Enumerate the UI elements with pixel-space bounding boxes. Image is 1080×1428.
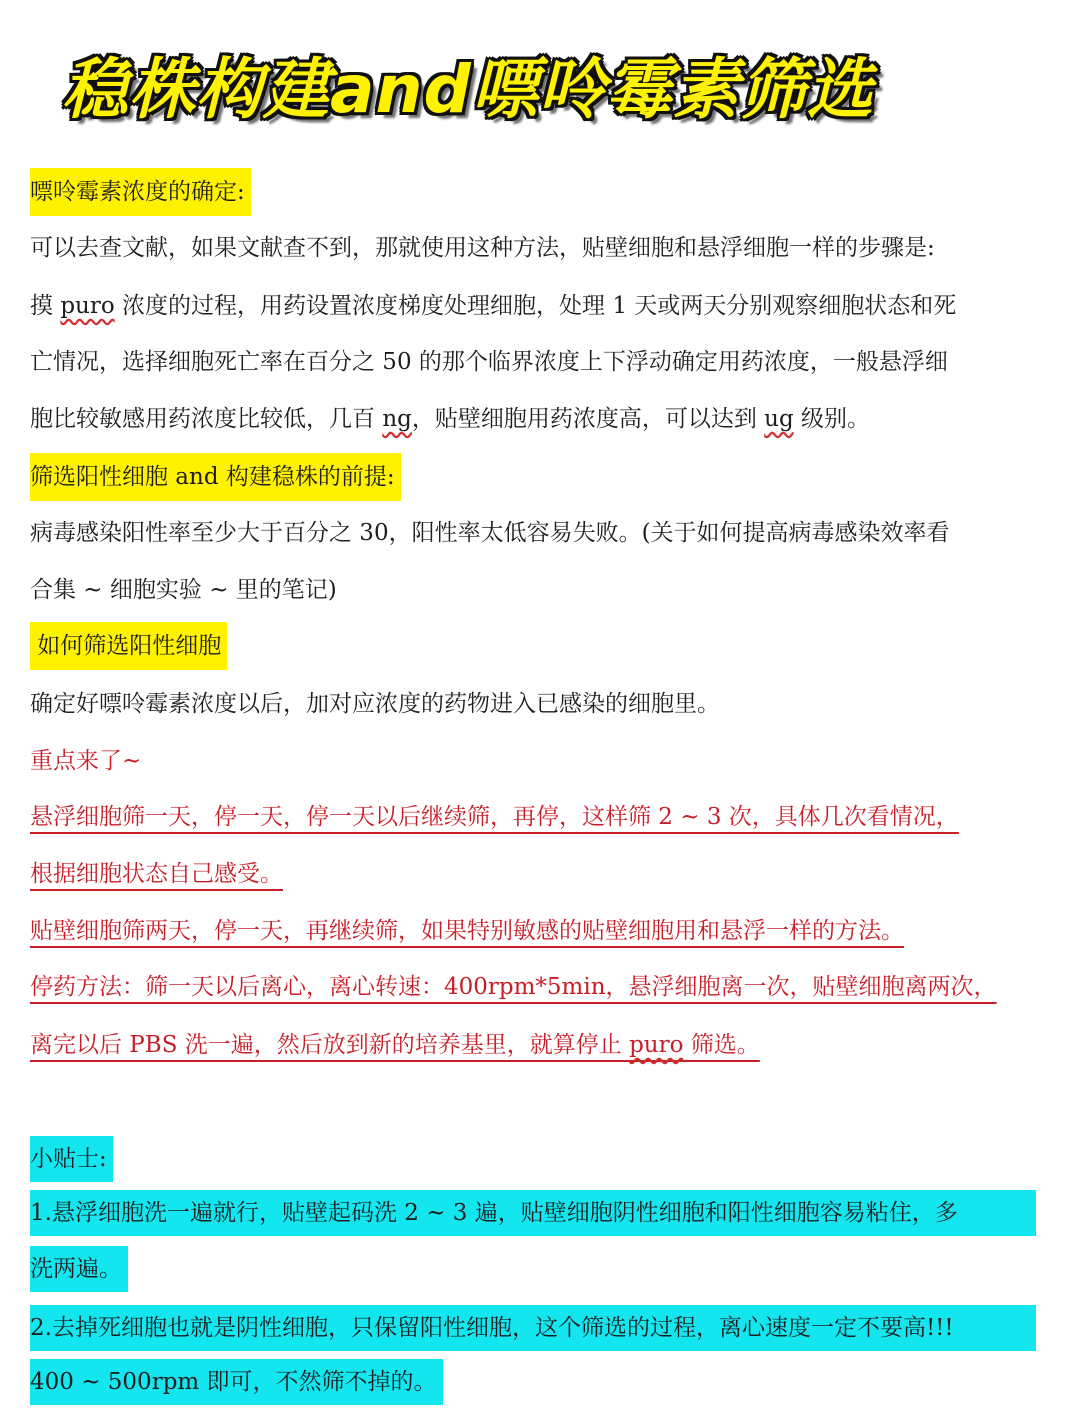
term-ng: ng (382, 406, 412, 432)
red-note-line: 贴壁细胞筛两天，停一天，再继续筛，如果特别敏感的贴壁细胞用和悬浮一样的方法。 (30, 918, 904, 944)
text-fragment: 级别。 (793, 406, 871, 432)
red-note-line: 悬浮细胞筛一天，停一天，停一天以后继续筛，再停，这样筛 2 ~ 3 次，具体几次看情况， (30, 804, 959, 830)
section-heading-concentration (30, 168, 251, 216)
heading-text: 小贴士: (30, 1146, 107, 1172)
paragraph-line: 病毒感染阳性率至少大于百分之 30，阳性率太低容易失败。(关于如何提高病毒感染效率看 (30, 520, 950, 546)
tip-text: 1.悬浮细胞洗一遍就行，贴壁起码洗 2 ~ 3 遍，贴壁细胞阴性细胞和阳性细胞容易粘住，多 (30, 1200, 958, 1226)
heading-text: 筛选阳性细胞 and 构建稳株的前提: (30, 464, 395, 490)
paragraph-line (30, 399, 870, 439)
tip-line (30, 1190, 1036, 1236)
text-fragment: ，贴壁细胞用药浓度高，可以达到 (411, 406, 765, 432)
paragraph-line: 合集 ~ 细胞实验 ~ 里的笔记) (30, 577, 337, 603)
text-fragment: 浓度的过程，用药设置浓度梯度处理细胞，处理 1 天或两天分别观察细胞状态和死 (114, 293, 957, 319)
paragraph-line (30, 286, 956, 326)
text-fragment: 胞比较敏感用药浓度比较低，几百 (30, 406, 383, 432)
key-point-label: 重点来了~ (30, 748, 142, 774)
page-title: 稳株构建and嘌呤霉素筛选 (62, 51, 874, 128)
tip-line (30, 1305, 1036, 1351)
paragraph-line: 可以去查文献，如果文献查不到，那就使用这种方法，贴壁细胞和悬浮细胞一样的步骤是: (30, 235, 935, 261)
tip-text: 2.去掉死细胞也就是阴性细胞，只保留阳性细胞，这个筛选的过程，离心速度一定不要高!!! (30, 1315, 954, 1341)
paragraph-line: 确定好嘌呤霉素浓度以后，加对应浓度的药物进入已感染的细胞里。 (30, 691, 720, 717)
heading-text: 嘌呤霉素浓度的确定: (30, 179, 245, 205)
tip-text: 400 ~ 500rpm 即可，不然筛不掉的。 (30, 1369, 437, 1395)
red-note-line: 停药方法：筛一天以后离心，离心转速：400rpm*5min，悬浮细胞离一次，贴壁细胞离两次， (30, 974, 997, 1000)
term-ug: ug (764, 406, 794, 432)
tip-line (30, 1246, 128, 1292)
red-note-line (30, 1025, 760, 1065)
red-note-line: 根据细胞状态自己感受。 (30, 861, 283, 887)
tip-text: 洗两遍。 (30, 1256, 122, 1282)
section-heading-prerequisite (30, 453, 401, 501)
section-heading-screening (30, 622, 227, 670)
term-puro: puro (60, 293, 115, 319)
heading-text: 如何筛选阳性细胞 (30, 633, 222, 659)
term-puro: puro (629, 1032, 684, 1058)
text-fragment: 筛选。 (683, 1032, 760, 1058)
text-fragment: 摸 (30, 293, 61, 319)
text-fragment: 离完以后 PBS 洗一遍，然后放到新的培养基里，就算停止 (30, 1032, 630, 1058)
paragraph-line: 亡情况，选择细胞死亡率在百分之 50 的那个临界浓度上下浮动确定用药浓度，一般悬浮细 (30, 349, 948, 375)
tip-line (30, 1359, 443, 1405)
tips-heading (30, 1136, 113, 1182)
